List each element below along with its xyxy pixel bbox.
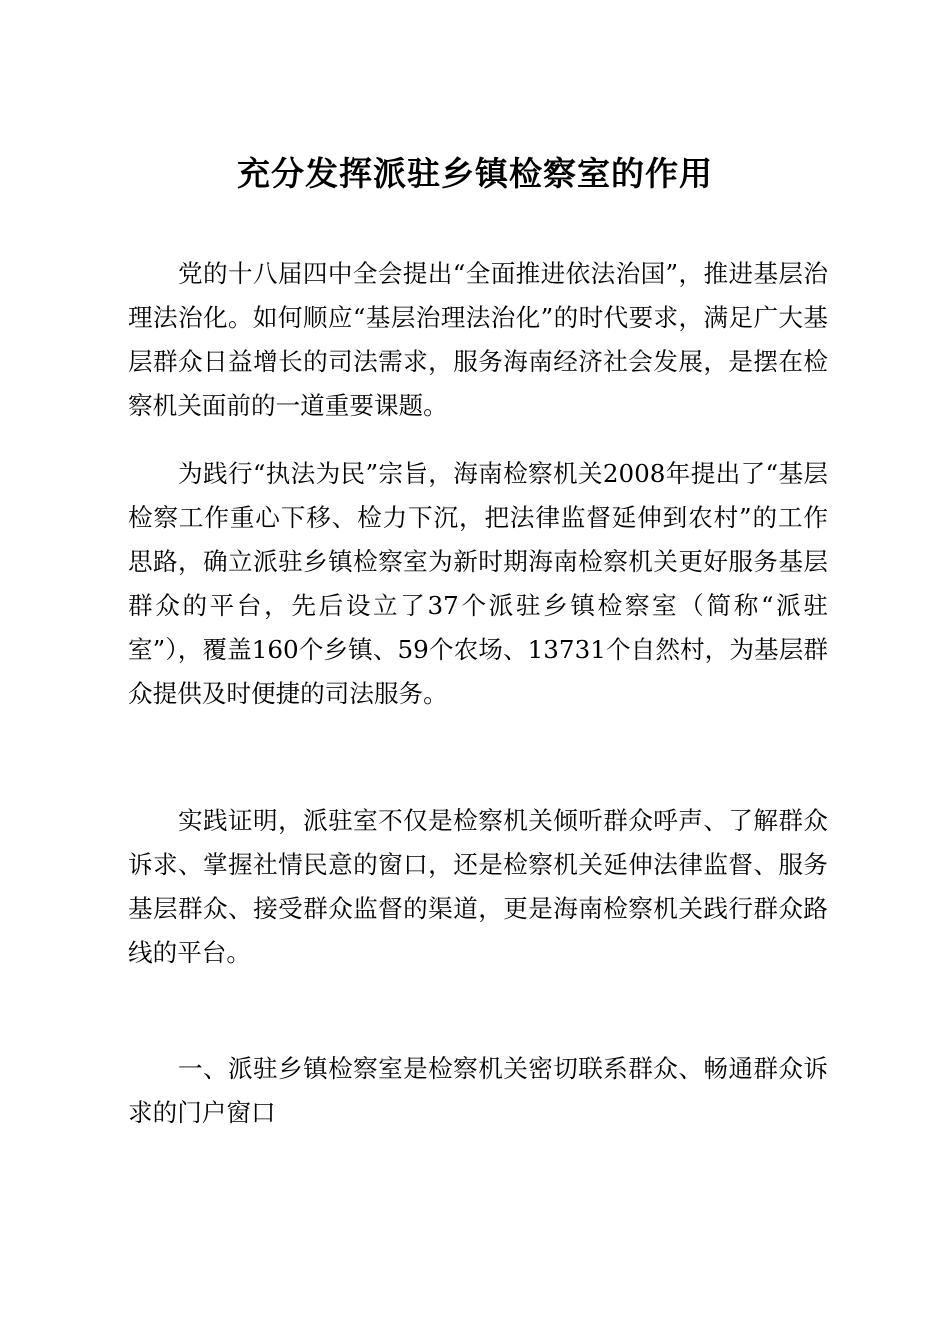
paragraph-intro: 党的十八届四中全会提出“全面推进依法治国”，推进基层治理法治化。如何顺应“基层治理法治化”的时代要求，满足广大基层群众日益增长的司法需求，服务海南经济社会发展，是摆在检察机关面前的一道重要课题。 — [128, 259, 828, 420]
section-heading-one: 一、派驻乡镇检察室是检察机关密切联系群众、畅通群众诉求的门户窗口 — [128, 1054, 828, 1127]
paragraph-background: 为践行“执法为民”宗旨，海南检察机关2008年提出了“基层检察工作重心下移、检力下沉，把法律监督延伸到农村”的工作思路，确立派驻乡镇检察室为新时期海南检察机关更好服务基层群众的平台，先后设立了37个派驻乡镇检察室（简称“派驻室”），覆盖160个乡镇、59个农场、13731个自然村，为基层群众提供及时便捷的司法服务。 — [128, 459, 828, 708]
document-title: 充分发挥派驻乡镇检察室的作用 — [237, 154, 713, 193]
paragraph-practice: 实践证明，派驻室不仅是检察机关倾听群众呼声、了解群众诉求、掌握社情民意的窗口，还是检察机关延伸法律监督、服务基层群众、接受群众监督的渠道，更是海南检察机关践行群众路线的平台。 — [128, 806, 828, 967]
